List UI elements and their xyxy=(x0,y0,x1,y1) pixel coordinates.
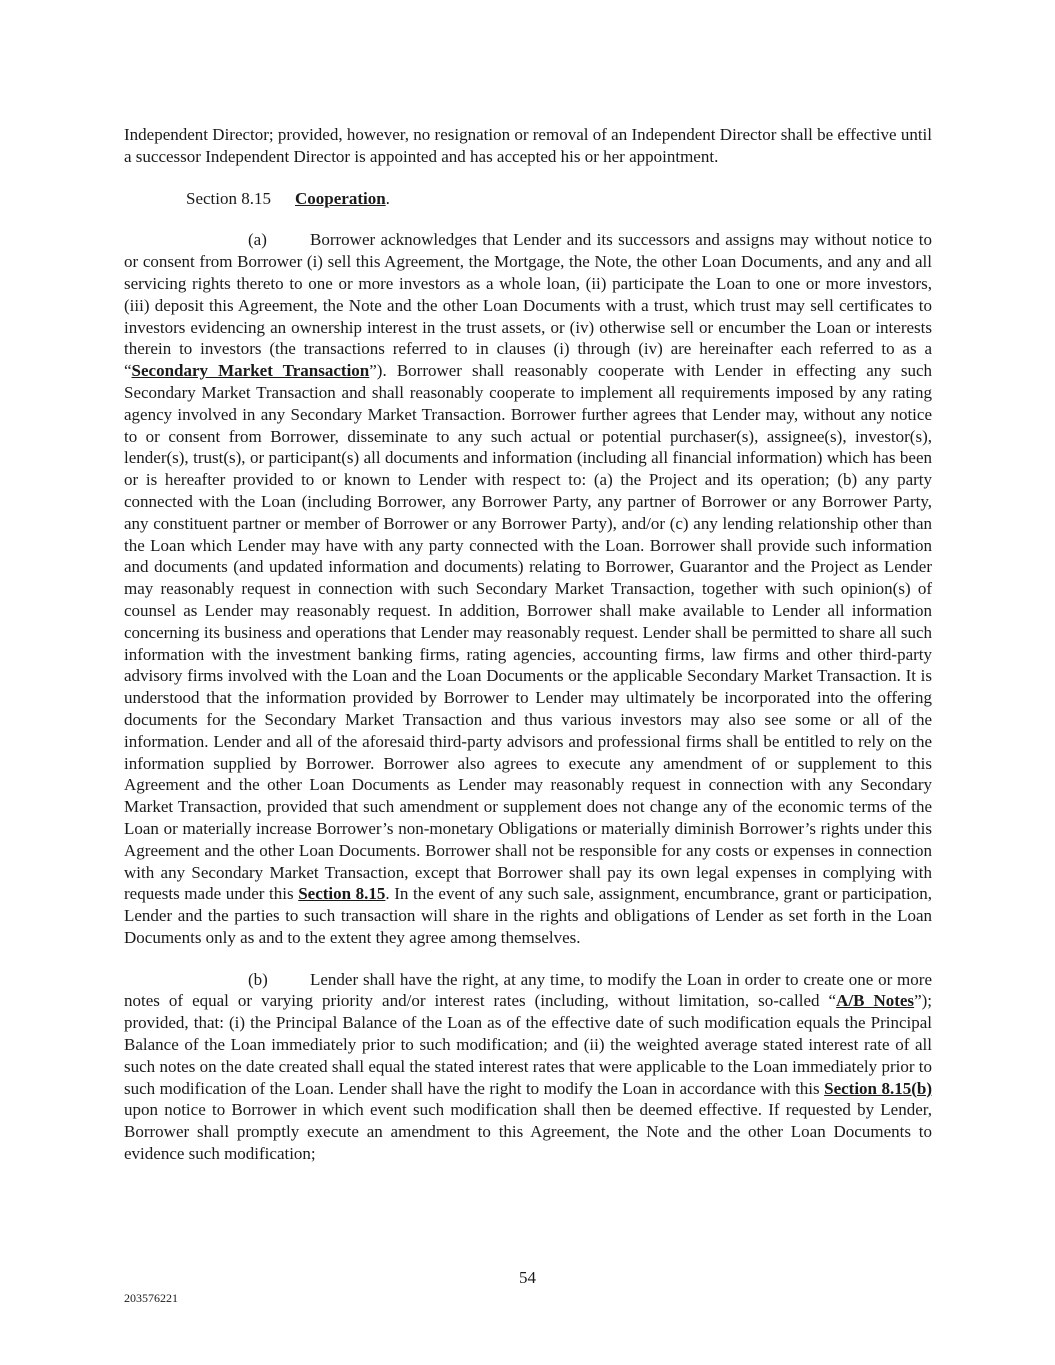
section-number: Section 8.15 xyxy=(186,188,271,208)
defined-term-secondary-market-transaction: Secondary Market Transaction xyxy=(131,361,370,381)
paragraph-b-text-3: upon notice to Borrower in which event such modification shall then be deemed effective. If requested by Lender, Borrower shall promptly execute an amendment to this Agreement, the Note and the other Loan Documents to evidence such modification; xyxy=(124,1100,932,1164)
document-id: 203576221 xyxy=(124,1291,178,1305)
intro-paragraph: Independent Director; provided, however, no resignation or removal of an Independent Director shall be effective until a successor Independent Director is appointed and has accepted his or her appointment. xyxy=(124,125,932,166)
paragraph-a xyxy=(124,229,932,948)
section-reference-8-15-b: Section 8.15(b) xyxy=(824,1078,932,1098)
section-title-suffix: . xyxy=(385,188,390,208)
paragraph-a-text-3: . In the event of any such sale, assignment, encumbrance, grant or participation, Lender and the parties to such transaction will share in the rights and obligations of Lender as set forth in the Loan Documents only as and to the extent they agree among themselves. xyxy=(124,884,932,947)
defined-term-ab-notes: A/B Notes xyxy=(836,991,915,1011)
paragraph-b-text-1: Lender shall have the right, at any time, to modify the Loan in order to create one or more notes of equal or varying priority and/or interest rates (including, without limitation, so-called “ xyxy=(124,969,932,1011)
page-number: 54 xyxy=(519,1268,536,1287)
paragraph-a-label: (a) xyxy=(248,230,267,250)
paragraph-b-text-2: ”); provided, that: (i) the Principal Balance of the Loan as of the effective date of such modification equals the Principal Balance of the Loan immediately prior to such modification; and (ii) the weighted average stated interest rate of all such notes on the date created shall equal the stated interest rates that were applicable to the Loan immediately prior to such modification of the Loan. Lender shall have the right to modify the Loan in accordance with this xyxy=(124,991,932,1098)
document-body xyxy=(124,124,932,1185)
section-reference-8-15: Section 8.15 xyxy=(298,884,386,904)
section-heading xyxy=(186,188,932,210)
paragraph-b xyxy=(124,969,932,1165)
paragraph-a-text-2: ”). Borrower shall reasonably cooperate with Lender in effecting any such Secondary Market Transaction and shall reasonably cooperate to implement all requirements imposed by any rating agency involved in any Secondary Market Transaction. Borrower further agrees that Lender may, without any notice to or consent from Borrower, disseminate to any such actual or potential purchaser(s), assignee(s), investor(s), lender(s), trust(s), or participant(s) all documents and information (including all financial information) which has been or is hereafter provided to or known to Lender with respect to: (a) the Project and its operation; (b) any party connected with the Loan (including Borrower, any Borrower Party, any partner of Borrower or any Borrower Party, any constituent partner or member of Borrower or any Borrower Party), and/or (c) any lending relationship other than the Loan which Lender may have with any party connected with the Loan. Borrower shall provide such information and documents (and updated information and documents) relating to Borrower, Guarantor and the Project as Lender may reasonably request in connection with such Secondary Market Transaction, together with such opinion(s) of counsel as Lender may reasonably request. In addition, Borrower shall make available to Lender all information concerning its business and operations that Lender may reasonably request. Lender shall be permitted to share all such information with the investment banking firms, rating agencies, accounting firms, law firms and other third-party advisory firms involved with the Loan and the Loan Documents or the applicable Secondary Market Transaction. It is understood that the information provided by Borrower to Lender may ultimately be incorporated into the offering documents for the Secondary Market Transaction and thus various investors may also see some or all of the information. Lender and all of the aforesaid third-party advisors and professional firms shall be entitled to rely on the information supplied by Borrower. Borrower also agrees to execute any amendment of or supplement to this Agreement and the other Loan Documents as Lender may reasonably request in connection with any Secondary Market Transaction, provided that such amendment or supplement does not change any of the economic terms of the Loan or materially increase Borrower’s non-monetary Obligations or materially diminish Borrower’s rights under this Agreement and the other Loan Documents. Borrower shall not be responsible for any costs or expenses in connection with any Secondary Market Transaction, except that Borrower shall pay its own legal expenses in complying with requests made under this xyxy=(124,361,932,904)
section-title: Cooperation xyxy=(295,188,386,208)
paragraph-a-text-1: Borrower acknowledges that Lender and its successors and assigns may without notice to or consent from Borrower (i) sell this Agreement, the Mortgage, the Note, the other Loan Documents, and any and all servicing rights thereto to one or more investors as a whole loan, (ii) participate the Loan to one or more investors, (iii) deposit this Agreement, the Note and the other Loan Documents with a trust, which trust may sell certificates to investors evidencing an ownership interest in the trust assets, or (iv) otherwise sell or encumber the Loan or interests therein to investors (the transactions referred to in clauses (i) through (iv) are hereinafter each referred to as a “ xyxy=(124,230,932,381)
paragraph-b-label: (b) xyxy=(248,969,268,989)
